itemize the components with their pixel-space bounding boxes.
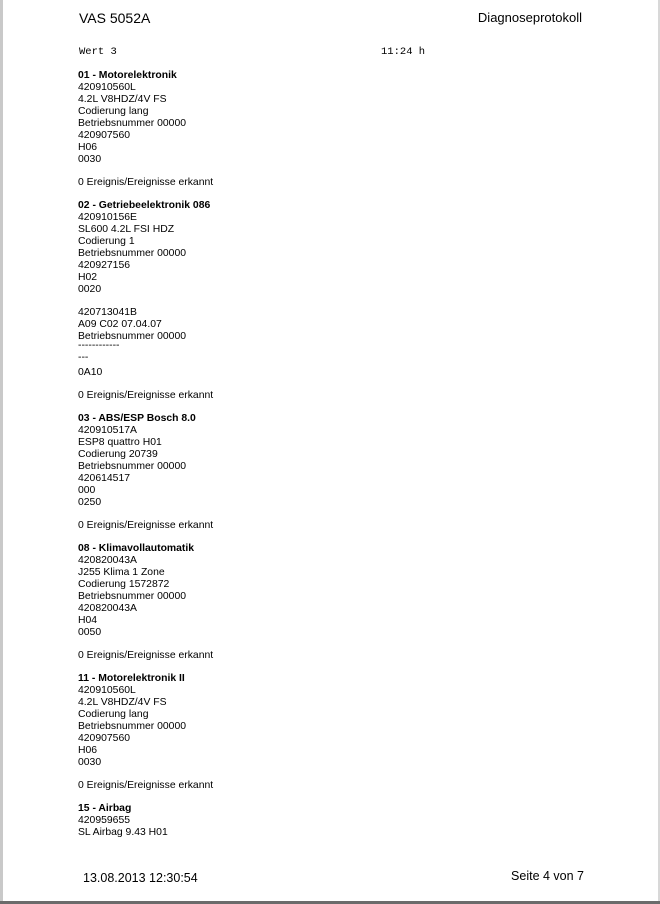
dash-separator: ------------ [78, 340, 120, 351]
document-title: Diagnoseprotokoll [477, 10, 582, 25]
module-line: Betriebsnummer 00000 [78, 721, 187, 732]
module-line: Betriebsnummer 00000 [78, 331, 187, 342]
module-line: Codierung 1572872 [78, 579, 170, 590]
module-line: 0030 [78, 757, 102, 768]
module-block [78, 803, 578, 839]
module-line: 420820043A [78, 555, 137, 566]
module-line: Betriebsnummer 00000 [78, 118, 187, 129]
submodule-block [78, 307, 578, 379]
dash-separator: --- [78, 352, 89, 363]
module-block [78, 673, 578, 769]
module-title: 08 - Klimavollautomatik [78, 543, 195, 554]
events-count: 0 Ereignis/Ereignisse erkannt [78, 650, 214, 661]
module-line: Betriebsnummer 00000 [78, 248, 187, 259]
module-title: 11 - Motorelektronik II [78, 673, 185, 684]
module-line: 420959655 [78, 815, 131, 826]
events-count: 0 Ereignis/Ereignisse erkannt [78, 780, 214, 791]
time-label: 11:24 h [381, 46, 426, 58]
app-name: VAS 5052A [79, 10, 151, 26]
module-line: A09 C02 07.04.07 [78, 319, 162, 330]
module-line: 0050 [78, 627, 102, 638]
module-line: 420614517 [78, 473, 131, 484]
module-line: 4.2L V8HDZ/4V FS [78, 94, 167, 105]
page-left-edge [0, 0, 3, 904]
module-line: Codierung lang [78, 106, 149, 117]
module-block [78, 70, 578, 166]
module-line: Codierung 1 [78, 236, 135, 247]
module-block [78, 543, 578, 639]
events-count: 0 Ereignis/Ereignisse erkannt [78, 390, 214, 401]
module-line: 420820043A [78, 603, 137, 614]
module-line: 420910517A [78, 425, 137, 436]
module-title: 02 - Getriebeelektronik 086 [78, 200, 211, 211]
module-line: Betriebsnummer 00000 [78, 461, 187, 472]
module-line: 420907560 [78, 733, 131, 744]
module-line: 420910156E [78, 212, 137, 223]
module-title: 15 - Airbag [78, 803, 132, 814]
events-count: 0 Ereignis/Ereignisse erkannt [78, 520, 214, 531]
module-line: 420927156 [78, 260, 131, 271]
module-line: 420713041B [78, 307, 137, 318]
module-line: 0250 [78, 497, 102, 508]
module-line: Codierung lang [78, 709, 149, 720]
module-line: 0A10 [78, 367, 103, 378]
page-number: Seite 4 von 7 [511, 869, 584, 883]
module-title: 01 - Motorelektronik [78, 70, 177, 81]
module-line: Codierung 20739 [78, 449, 158, 460]
module-line: J255 Klima 1 Zone [78, 567, 165, 578]
print-datetime: 13.08.2013 12:30:54 [83, 871, 198, 885]
module-line: 420910560L [78, 82, 136, 93]
events-count: 0 Ereignis/Ereignisse erkannt [78, 177, 214, 188]
module-line: 0030 [78, 154, 102, 165]
module-line: 420910560L [78, 685, 136, 696]
module-title: 03 - ABS/ESP Bosch 8.0 [78, 413, 196, 424]
module-line: ESP8 quattro H01 [78, 437, 162, 448]
module-block [78, 413, 578, 509]
module-line: Betriebsnummer 00000 [78, 591, 187, 602]
protocol-content [78, 70, 578, 850]
module-line: H04 [78, 615, 98, 626]
module-line: 420907560 [78, 130, 131, 141]
module-line: H06 [78, 745, 98, 756]
module-block [78, 200, 578, 379]
module-line: 0020 [78, 284, 102, 295]
module-line: H06 [78, 142, 98, 153]
module-line: 4.2L V8HDZ/4V FS [78, 697, 167, 708]
value-label: Wert 3 [79, 46, 117, 58]
module-line: SL600 4.2L FSI HDZ [78, 224, 175, 235]
module-line: H02 [78, 272, 98, 283]
module-line: 000 [78, 485, 96, 496]
module-line: SL Airbag 9.43 H01 [78, 827, 168, 838]
